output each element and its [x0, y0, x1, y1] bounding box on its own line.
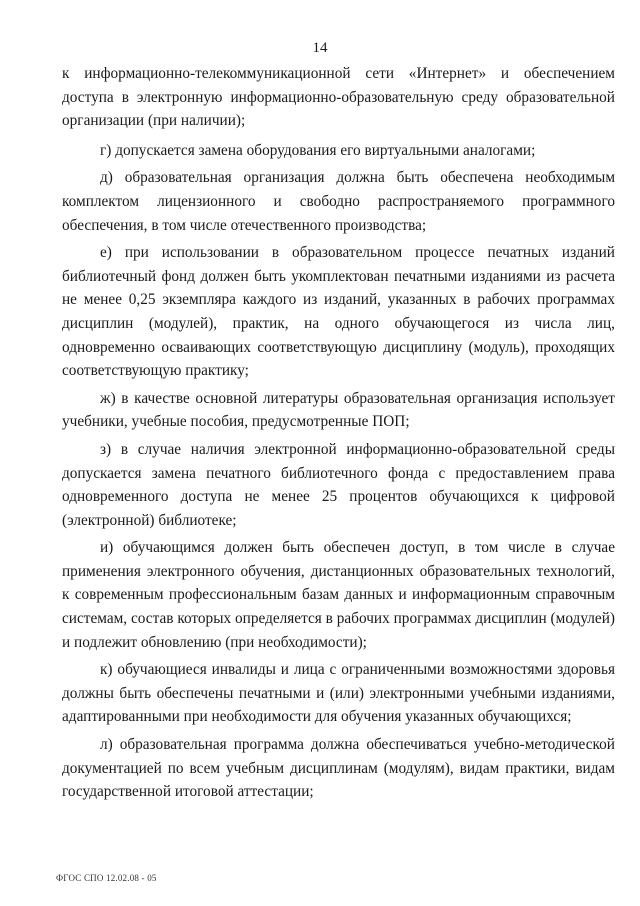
paragraph-item-k: к) обучающиеся инвалиды и лица с ограниченными возможностями здоровья должны быть обеспечены печатными и (или) электронными учебными изданиями, адаптированными при необходимости для обучения указанных обучающихся; [62, 661, 615, 726]
paragraph-item-i: и) обучающимся должен быть обеспечен доступ, в том числе в случае применения электронного обучения, дистанционных образовательных технологий, к современным профессиональным базам данных и информационным справочным системам, состав которых определяется в рабочих программах дисциплин (модулей) и подлежит обновлению (при необходимости); [62, 539, 615, 651]
paragraph-item-g: г) допускается замена оборудования его виртуальными аналогами; [100, 141, 536, 159]
paragraph-item-z: з) в случае наличия электронной информационно-образовательной среды допускается замена печатного библиотечного фонда с предоставлением права одновременного доступа не менее 25 процентов обучающихся к цифровой (электронной) библиотеке; [62, 440, 615, 529]
paragraph-continuation: к информационно-телекоммуникационной сети «Интернет» и обеспечением доступа в электронную информационно-образовательную среду образовательной организации (при наличии); [62, 65, 615, 130]
paragraph-item-e: е) при использовании в образовательном процессе печатных изданий библиотечный фонд должен быть укомплектован печатными изданиями из расчета не менее 0,25 экземпляра каждого из изданий, указанных в рабочих программах дисциплин (модулей), практик, на одного обучающегося из числа лиц, одновременно осваивающих соответствующую дисциплину (модуль), проходящих соответствующую практику; [62, 244, 615, 380]
paragraph-item-l: л) образовательная программа должна обеспечиваться учебно-методической документацией по всем учебным дисциплинам (модулям), видам практики, видам государственной итоговой аттестации; [62, 736, 615, 801]
document-footer: ФГОС СПО 12.02.08 - 05 [56, 873, 157, 883]
paragraph-item-zh: ж) в качестве основной литературы образовательная организация использует учебники, учебные пособия, предусмотренные ПОП; [62, 389, 615, 431]
page-number: 14 [312, 40, 328, 56]
paragraph-item-d: д) образовательная организация должна быть обеспечена необходимым комплектом лицензионного и свободно распространяемого программного обеспечения, в том числе отечественного производства; [62, 169, 615, 234]
document-body [62, 62, 615, 808]
